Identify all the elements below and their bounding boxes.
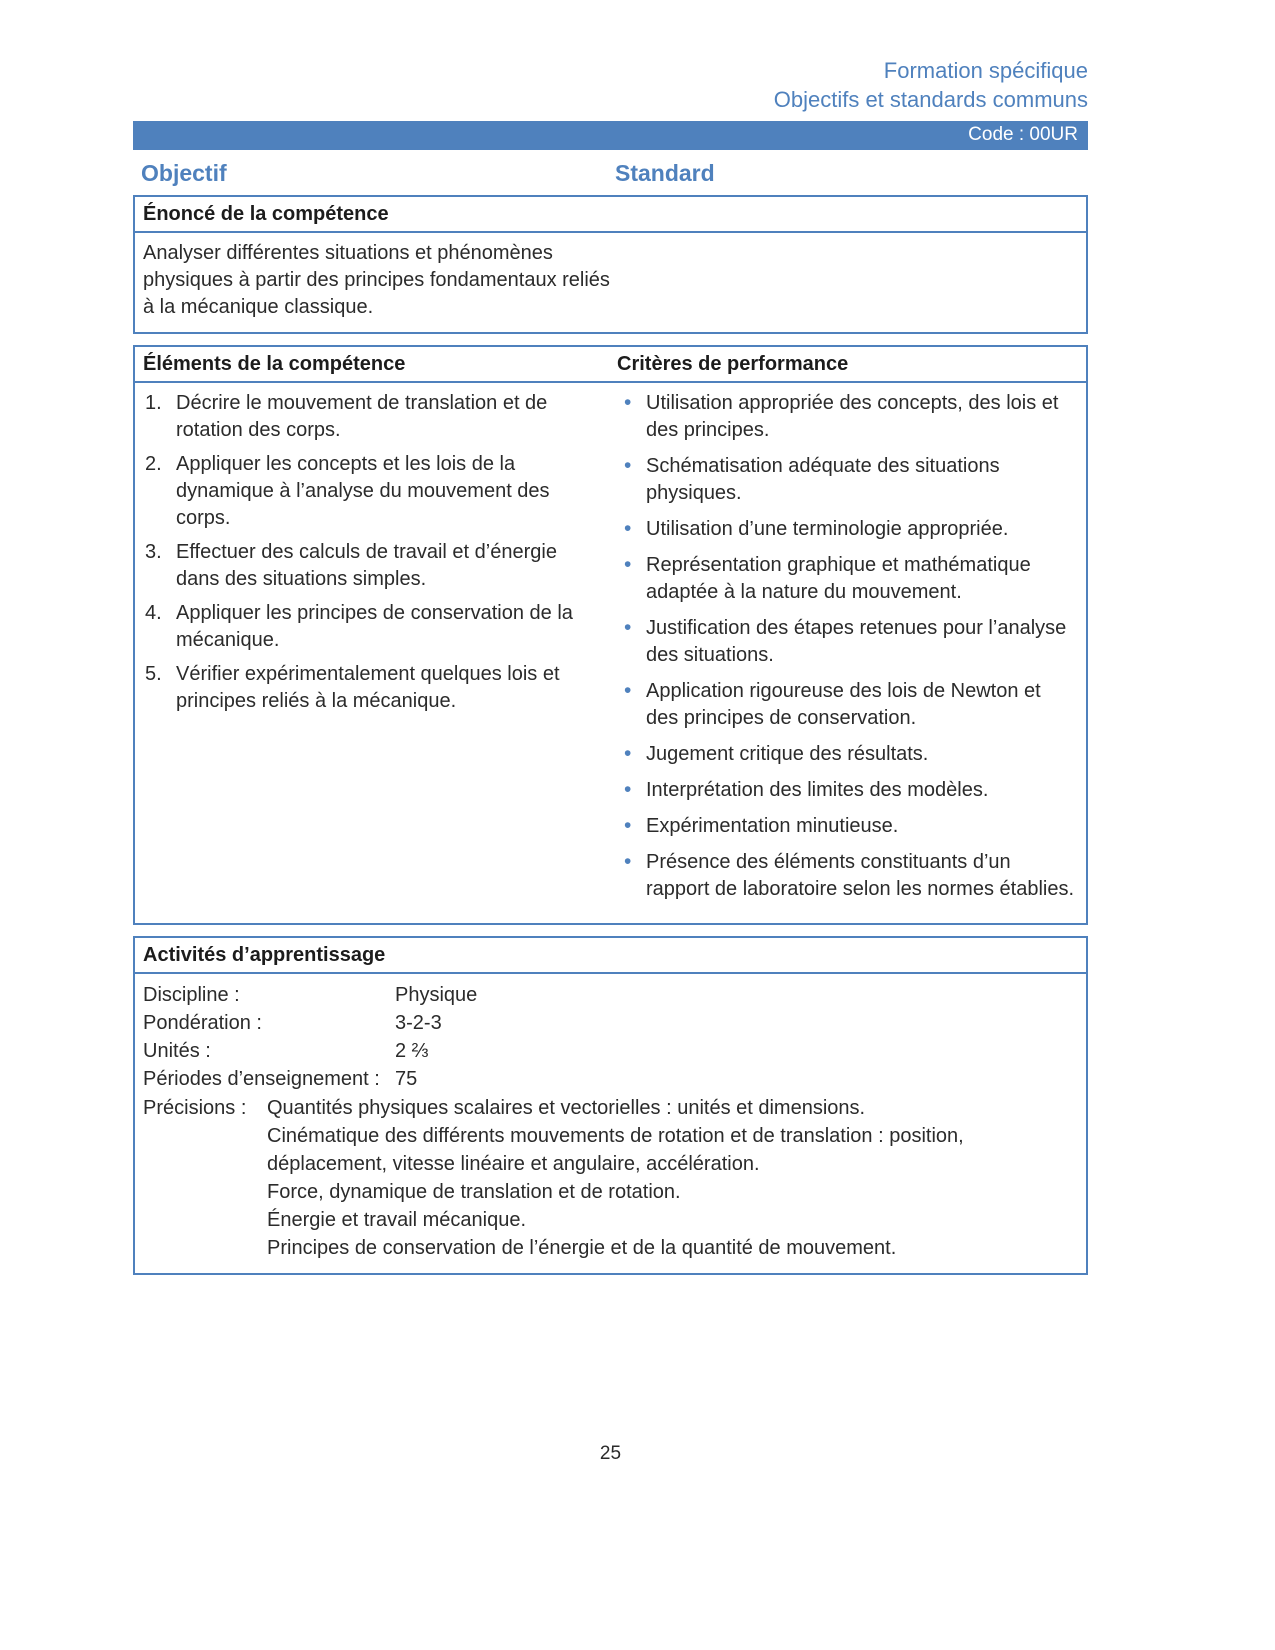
activites-header: Activités d’apprentissage [135,938,1086,974]
objectif-title: Objectif [141,160,227,186]
column-titles [133,160,1088,187]
activite-value: 3-2-3 [395,1012,442,1034]
activite-label: Périodes d’enseignement : [143,1068,380,1090]
activites-box [133,936,1088,1275]
activite-value: Physique [395,984,478,1006]
critere-item: • Utilisation d’une terminologie appropriée. [617,516,1078,543]
competence-body [135,383,1086,923]
critere-item: • Application rigoureuse des lois de Newton et des principes de conservation. [617,678,1078,732]
element-item: Vérifier expérimentalement quelques lois et principes reliés à la mécanique. [176,663,560,712]
criteres-list [617,390,1078,912]
activite-row [143,1037,1078,1065]
activites-body [135,974,1086,1273]
precisions-row [143,1094,1078,1262]
activites-rows [143,981,1078,1093]
element-item: Appliquer les concepts et les lois de la dynamique à l’analyse du mouvement des corps. [176,453,550,529]
document-header [133,56,1088,114]
critere-item: • Interprétation des limites des modèles. [617,777,1078,804]
criteres-header: Critères de performance [617,353,849,375]
elements-list [143,390,617,722]
code-banner-text: Code : 00UR [968,124,1078,145]
enonce-text: Analyser différentes situations et phénomènes physiques à partir des principes fondamentaux reliés à la mécanique classique. [143,242,610,318]
enonce-body [135,233,1086,332]
elements-header: Éléments de la compétence [143,353,406,375]
header-line-formation: Formation spécifique [883,58,1088,83]
code-banner [133,121,1088,150]
page-number: 25 [599,1443,622,1464]
critere-item: • Jugement critique des résultats. [617,741,1078,768]
enonce-header: Énoncé de la compétence [135,197,1086,233]
activite-row [143,1065,1078,1093]
activite-label: Unités : [143,1040,211,1062]
precision-item: Force, dynamique de translation et de rotation. [267,1181,681,1203]
precision-item: Énergie et travail mécanique. [267,1209,527,1231]
competence-headers [135,347,1086,383]
activite-row [143,1009,1078,1037]
element-item: Effectuer des calculs de travail et d’énergie dans des situations simples. [176,541,557,590]
activite-label: Discipline : [143,984,240,1006]
precision-item: Quantités physiques scalaires et vectorielles : unités et dimensions. [267,1097,866,1119]
standard-title: Standard [615,160,715,186]
activite-value: 75 [395,1068,418,1090]
competence-box [133,345,1088,925]
critere-item: • Justification des étapes retenues pour l’analyse des situations. [617,615,1078,669]
critere-item: • Expérimentation minutieuse. [617,813,1078,840]
activite-row [143,981,1078,1009]
element-item: Décrire le mouvement de translation et de rotation des corps. [176,392,548,441]
activite-value: 2 ⅔ [395,1040,429,1062]
precisions-label: Précisions : [143,1097,247,1119]
precisions-list [267,1094,1078,1262]
activite-label: Pondération : [143,1012,262,1034]
critere-item: • Représentation graphique et mathématique adaptée à la nature du mouvement. [617,552,1078,606]
element-item: Appliquer les principes de conservation de la mécanique. [176,602,573,651]
precision-item: Principes de conservation de l’énergie et de la quantité de mouvement. [267,1237,897,1259]
critere-item: • Schématisation adéquate des situations physiques. [617,453,1078,507]
precision-item: Cinématique des différents mouvements de rotation et de translation : position, déplacement, vitesse linéaire et angulaire, accélération. [267,1125,964,1175]
header-line-objectifs: Objectifs et standards communs [773,87,1088,112]
critere-item: • Utilisation appropriée des concepts, des lois et des principes. [617,390,1078,444]
critere-item: • Présence des éléments constituants d’un rapport de laboratoire selon les normes établies. [617,849,1078,903]
enonce-box [133,195,1088,334]
